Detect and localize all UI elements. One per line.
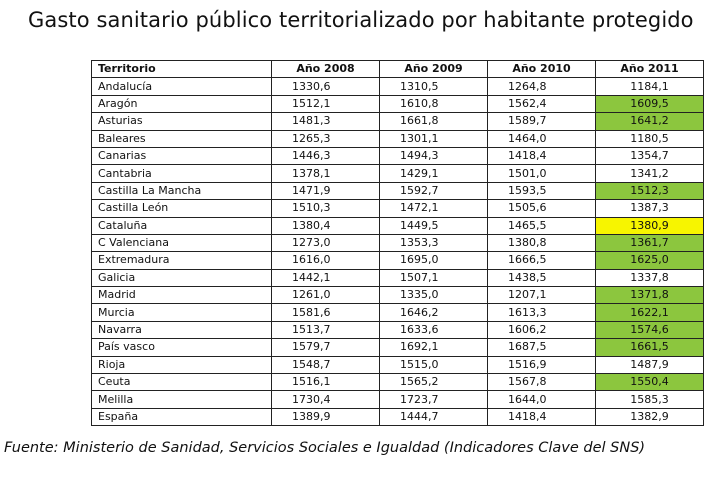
cell-territorio: Aragón: [92, 95, 272, 112]
cell-territorio: Baleares: [92, 130, 272, 147]
cell-2009: 1695,0: [380, 252, 488, 269]
cell-2009: 1610,8: [380, 95, 488, 112]
cell-territorio: Madrid: [92, 287, 272, 304]
cell-2011: 1184,1: [596, 78, 704, 95]
data-table: [91, 60, 704, 426]
cell-2011: 1550,4: [596, 374, 704, 391]
cell-2009: 1335,0: [380, 287, 488, 304]
page-title: Gasto sanitario público territorializado por habitante protegido: [28, 8, 694, 32]
cell-2011: 1574,6: [596, 321, 704, 338]
table-row: [92, 95, 704, 112]
cell-2010: 1207,1: [488, 287, 596, 304]
cell-2009: 1515,0: [380, 356, 488, 373]
cell-2008: 1581,6: [272, 304, 380, 321]
cell-2009: 1723,7: [380, 391, 488, 408]
cell-2010: 1589,7: [488, 113, 596, 130]
cell-2009: 1692,1: [380, 339, 488, 356]
table-header-row: [92, 61, 704, 78]
cell-2010: 1438,5: [488, 269, 596, 286]
cell-2010: 1666,5: [488, 252, 596, 269]
cell-2008: 1446,3: [272, 147, 380, 164]
cell-2008: 1510,3: [272, 200, 380, 217]
cell-2010: 1264,8: [488, 78, 596, 95]
cell-territorio: España: [92, 408, 272, 425]
cell-territorio: Navarra: [92, 321, 272, 338]
cell-2010: 1567,8: [488, 374, 596, 391]
cell-2008: 1265,3: [272, 130, 380, 147]
cell-territorio: C Valenciana: [92, 234, 272, 251]
cell-2008: 1516,1: [272, 374, 380, 391]
table-row: [92, 130, 704, 147]
cell-2011: 1337,8: [596, 269, 704, 286]
cell-territorio: Castilla León: [92, 200, 272, 217]
cell-2010: 1465,5: [488, 217, 596, 234]
cell-2010: 1562,4: [488, 95, 596, 112]
cell-2009: 1646,2: [380, 304, 488, 321]
cell-territorio: Murcia: [92, 304, 272, 321]
cell-2008: 1471,9: [272, 182, 380, 199]
cell-territorio: Rioja: [92, 356, 272, 373]
cell-territorio: Andalucía: [92, 78, 272, 95]
cell-2008: 1380,4: [272, 217, 380, 234]
cell-2009: 1310,5: [380, 78, 488, 95]
cell-2009: 1494,3: [380, 147, 488, 164]
cell-2010: 1516,9: [488, 356, 596, 373]
table-row: [92, 234, 704, 251]
source-note: Fuente: Ministerio de Sanidad, Servicios Sociales e Igualdad (Indicadores Clave del SNS): [4, 440, 646, 456]
cell-2008: 1261,0: [272, 287, 380, 304]
cell-2009: 1449,5: [380, 217, 488, 234]
cell-2008: 1513,7: [272, 321, 380, 338]
cell-2010: 1418,4: [488, 147, 596, 164]
cell-2008: 1273,0: [272, 234, 380, 251]
table-row: [92, 339, 704, 356]
cell-territorio: Melilla: [92, 391, 272, 408]
cell-territorio: Ceuta: [92, 374, 272, 391]
table-row: [92, 113, 704, 130]
table-row: [92, 252, 704, 269]
cell-2011: 1371,8: [596, 287, 704, 304]
cell-2009: 1444,7: [380, 408, 488, 425]
cell-territorio: País vasco: [92, 339, 272, 356]
cell-territorio: Canarias: [92, 147, 272, 164]
column-header-2008: Año 2008: [272, 61, 380, 78]
cell-2010: 1593,5: [488, 182, 596, 199]
cell-2010: 1418,4: [488, 408, 596, 425]
table-row: [92, 304, 704, 321]
column-header-2011: Año 2011: [596, 61, 704, 78]
table-row: [92, 147, 704, 164]
cell-2008: 1548,7: [272, 356, 380, 373]
cell-2008: 1481,3: [272, 113, 380, 130]
cell-territorio: Castilla La Mancha: [92, 182, 272, 199]
cell-2009: 1472,1: [380, 200, 488, 217]
cell-2008: 1378,1: [272, 165, 380, 182]
table-row: [92, 78, 704, 95]
table-row: [92, 356, 704, 373]
cell-2011: 1585,3: [596, 391, 704, 408]
cell-2009: 1633,6: [380, 321, 488, 338]
cell-2011: 1361,7: [596, 234, 704, 251]
table-row: [92, 391, 704, 408]
cell-2009: 1507,1: [380, 269, 488, 286]
cell-2010: 1505,6: [488, 200, 596, 217]
table-body: [92, 78, 704, 426]
cell-2011: 1487,9: [596, 356, 704, 373]
cell-territorio: Galicia: [92, 269, 272, 286]
table-row: [92, 165, 704, 182]
table-row: [92, 287, 704, 304]
cell-2010: 1644,0: [488, 391, 596, 408]
cell-territorio: Extremadura: [92, 252, 272, 269]
cell-2009: 1429,1: [380, 165, 488, 182]
column-header-2009: Año 2009: [380, 61, 488, 78]
cell-2011: 1341,2: [596, 165, 704, 182]
cell-territorio: Asturias: [92, 113, 272, 130]
table-row: [92, 374, 704, 391]
cell-2010: 1380,8: [488, 234, 596, 251]
table-row: [92, 200, 704, 217]
cell-2010: 1464,0: [488, 130, 596, 147]
cell-2009: 1301,1: [380, 130, 488, 147]
cell-2010: 1687,5: [488, 339, 596, 356]
cell-territorio: Cataluña: [92, 217, 272, 234]
cell-2011: 1380,9: [596, 217, 704, 234]
cell-2010: 1606,2: [488, 321, 596, 338]
cell-2011: 1354,7: [596, 147, 704, 164]
cell-2008: 1616,0: [272, 252, 380, 269]
cell-2011: 1622,1: [596, 304, 704, 321]
cell-2009: 1661,8: [380, 113, 488, 130]
table-row: [92, 408, 704, 425]
cell-2011: 1661,5: [596, 339, 704, 356]
table-row: [92, 321, 704, 338]
cell-2010: 1613,3: [488, 304, 596, 321]
cell-2009: 1353,3: [380, 234, 488, 251]
cell-2011: 1387,3: [596, 200, 704, 217]
cell-2011: 1609,5: [596, 95, 704, 112]
cell-territorio: Cantabria: [92, 165, 272, 182]
cell-2010: 1501,0: [488, 165, 596, 182]
column-header-2010: Año 2010: [488, 61, 596, 78]
cell-2009: 1592,7: [380, 182, 488, 199]
cell-2011: 1625,0: [596, 252, 704, 269]
cell-2008: 1579,7: [272, 339, 380, 356]
cell-2008: 1389,9: [272, 408, 380, 425]
table-row: [92, 269, 704, 286]
table-row: [92, 182, 704, 199]
cell-2008: 1442,1: [272, 269, 380, 286]
cell-2008: 1330,6: [272, 78, 380, 95]
cell-2008: 1730,4: [272, 391, 380, 408]
cell-2011: 1512,3: [596, 182, 704, 199]
cell-2009: 1565,2: [380, 374, 488, 391]
table-row: [92, 217, 704, 234]
cell-2011: 1180,5: [596, 130, 704, 147]
cell-2011: 1641,2: [596, 113, 704, 130]
cell-2008: 1512,1: [272, 95, 380, 112]
column-header-territorio: Territorio: [92, 61, 272, 78]
cell-2011: 1382,9: [596, 408, 704, 425]
